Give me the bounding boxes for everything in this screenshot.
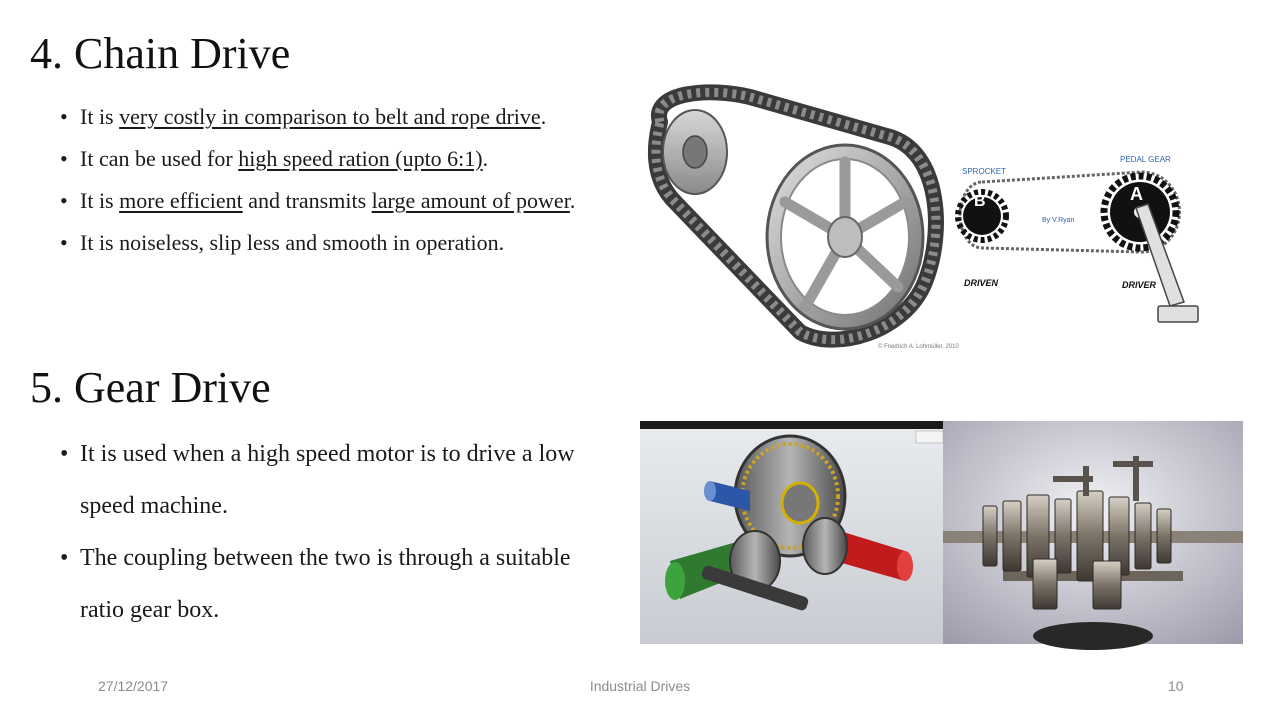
bullet-item xyxy=(46,138,616,180)
gear-drive-heading: 5. Gear Drive xyxy=(30,363,271,412)
chain-drive-bullets xyxy=(46,96,616,264)
bullet-item xyxy=(46,428,606,532)
chain-sprocket-illustration xyxy=(640,82,959,354)
chain-drive-heading: 4. Chain Drive xyxy=(30,29,291,78)
gear-drive-bullets xyxy=(46,428,606,636)
bullet-text: . xyxy=(482,146,489,171)
bullet-text: The coupling between the two is through a suitable ratio gear box. xyxy=(80,545,571,623)
bullet-text: . xyxy=(540,104,547,129)
bullet-text: It is xyxy=(80,188,120,213)
underlined-text: more efficient xyxy=(119,188,243,213)
bullet-item xyxy=(46,180,616,222)
driven-label: DRIVEN xyxy=(964,278,999,288)
underlined-text: very costly in comparison to belt and rope drive xyxy=(119,104,541,129)
bullet-text: It can be used for xyxy=(80,146,239,171)
bullet-item xyxy=(46,532,606,636)
bullet-text: It is noiseless, slip less and smooth in operation. xyxy=(80,230,505,255)
bullet-text: . xyxy=(569,188,576,213)
underlined-text: high speed ration (upto 6:1) xyxy=(238,146,483,171)
sprocket-label: SPROCKET xyxy=(962,167,1007,176)
pedal-gear-letter: A xyxy=(1130,184,1143,204)
footer-date: 27/12/2017 xyxy=(98,678,169,694)
bullet-text: It is used when a high speed motor is to drive a low speed machine. xyxy=(80,441,575,519)
driver-label: DRIVER xyxy=(1122,280,1157,290)
bullet-item xyxy=(46,96,616,138)
gearbox-photo xyxy=(943,421,1243,644)
chain-photo-credit: © Friedrich A. Lohmüller, 2010 xyxy=(878,344,959,350)
underlined-text: large amount of power xyxy=(371,188,570,213)
bullet-item xyxy=(46,222,616,264)
footer-title: Industrial Drives xyxy=(589,678,691,694)
sprocket-letter: B xyxy=(974,193,986,210)
bullet-text: and transmits xyxy=(242,188,372,213)
differential-gear-render xyxy=(640,421,943,644)
footer-page-number: 10 xyxy=(1168,678,1184,694)
diagram-credit: By V.Ryan xyxy=(1042,217,1075,224)
pedal-gear-label: PEDAL GEAR xyxy=(1120,155,1171,164)
bicycle-chain-diagram xyxy=(952,148,1210,330)
bullet-text: It is xyxy=(80,104,120,129)
